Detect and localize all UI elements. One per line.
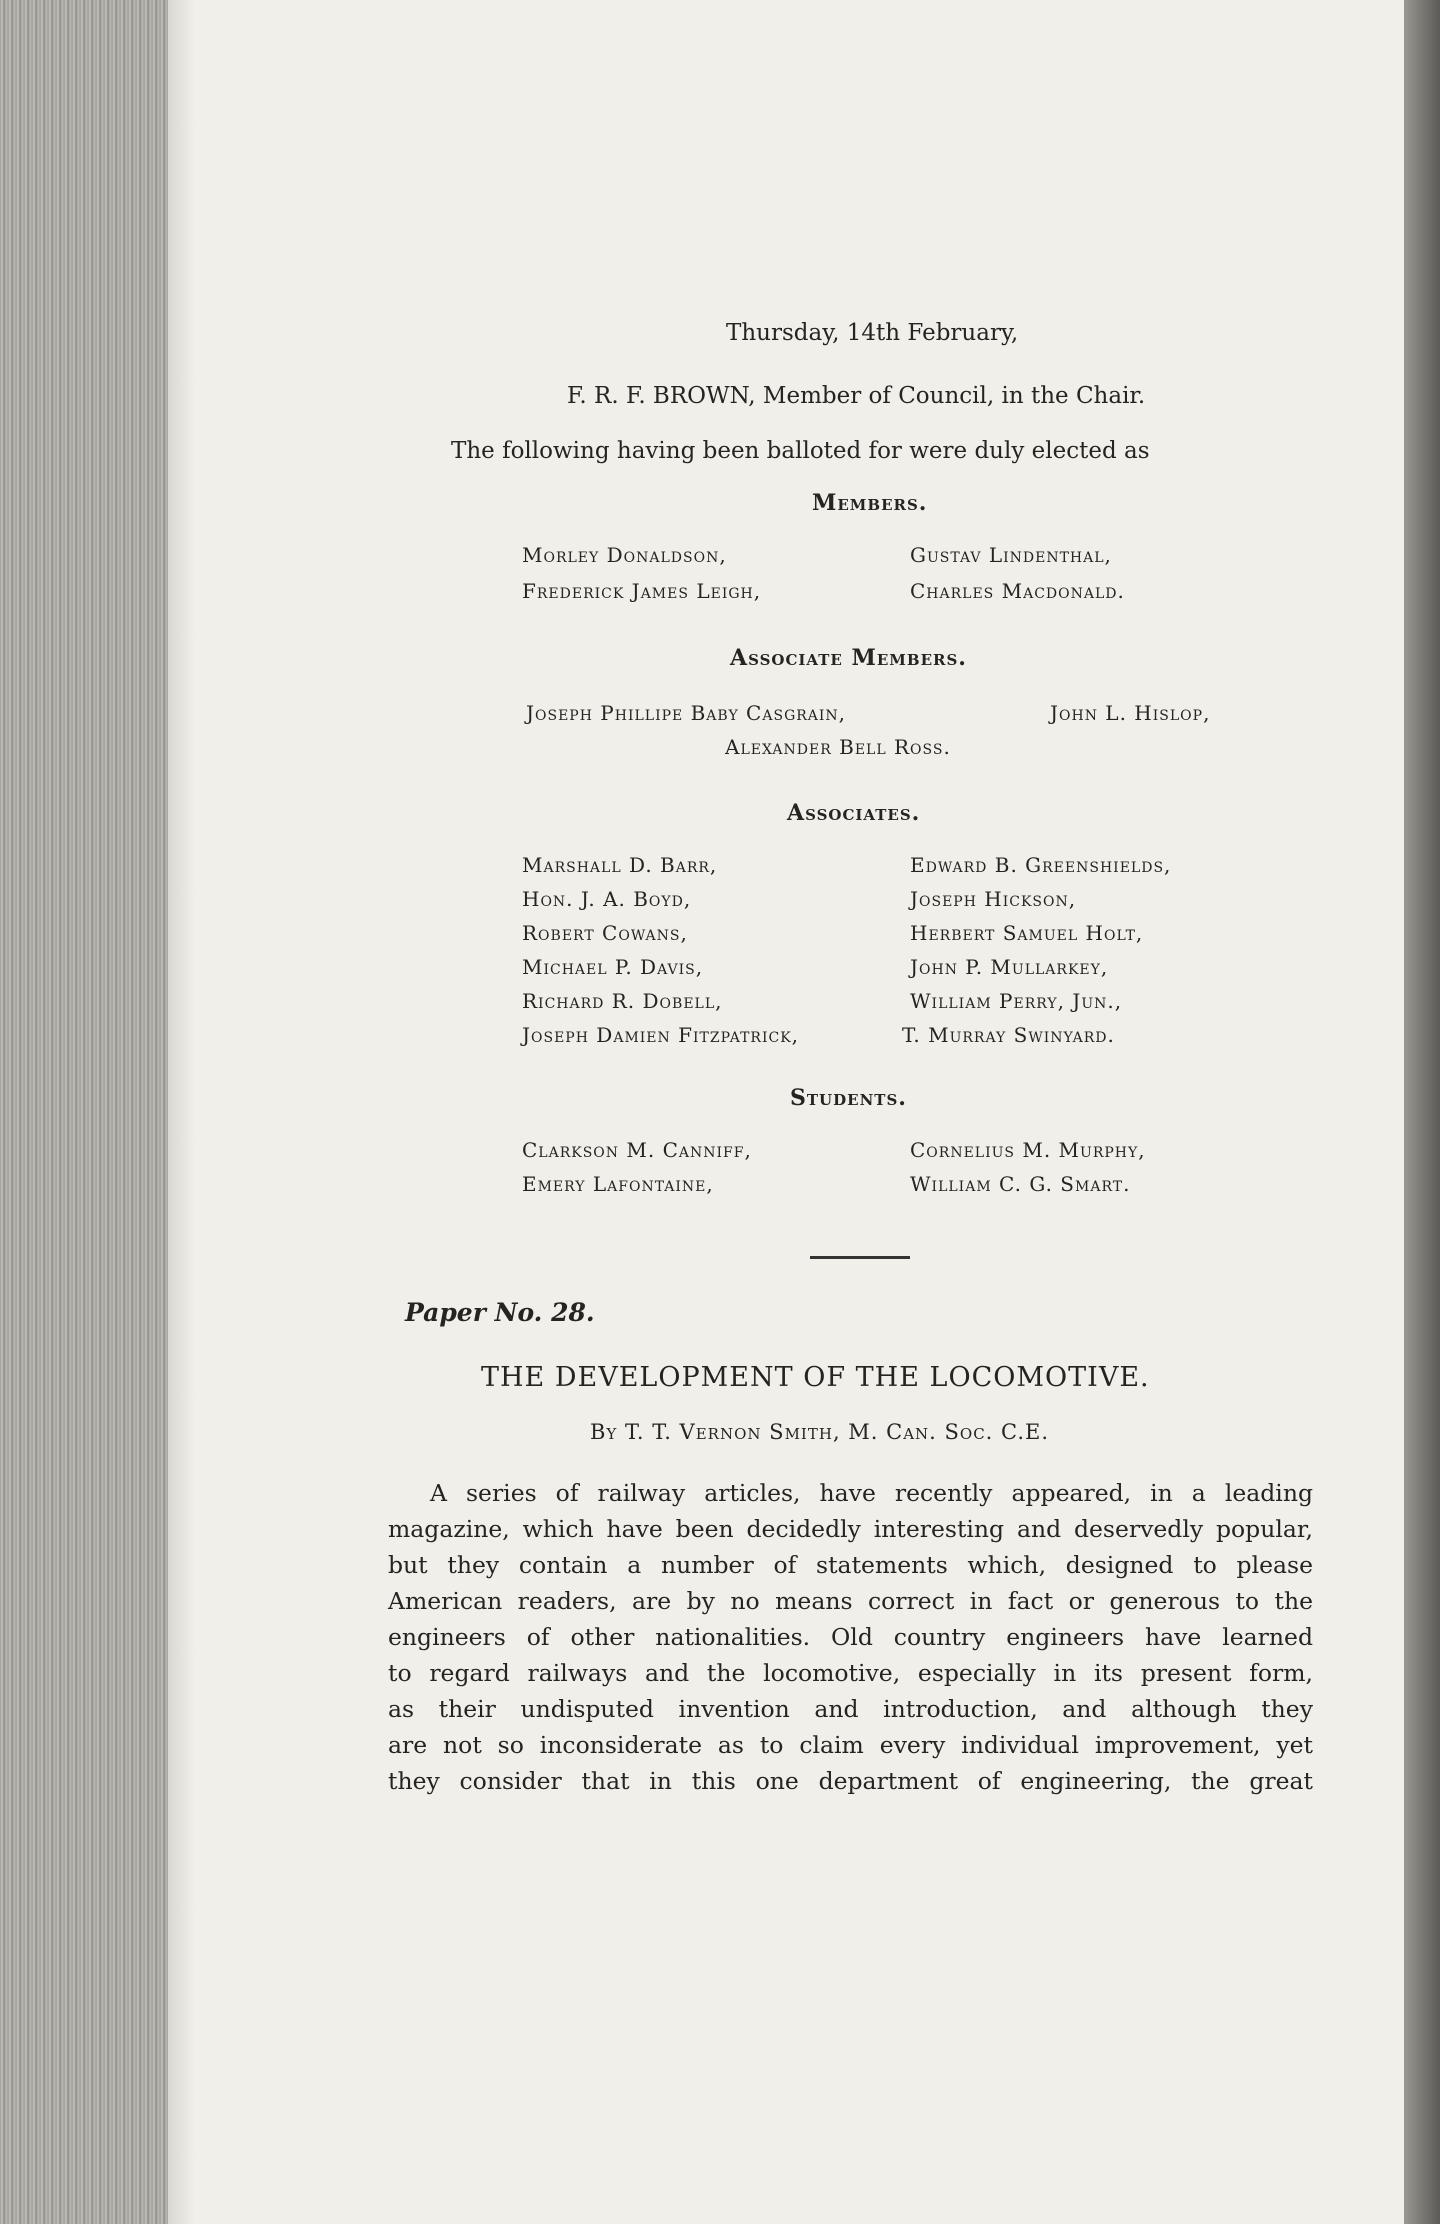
student-name: Clarkson M. Canniff, — [522, 1138, 752, 1162]
associate-name: Marshall D. Barr, — [522, 853, 718, 877]
gutter-shadow — [168, 0, 194, 2224]
body-line: they consider that in this one department of engineering, the great — [388, 1767, 1313, 1795]
body-line: but they contain a number of statements which, designed to please — [388, 1551, 1313, 1579]
associate-name: William Perry, Jun., — [910, 989, 1123, 1013]
student-name: Emery Lafontaine, — [522, 1172, 714, 1196]
associates-heading: Associates. — [787, 800, 921, 826]
ballot-intro: The following having been balloted for were duly elected as — [451, 438, 1150, 464]
scan-border — [1404, 0, 1440, 2224]
student-name: William C. G. Smart. — [910, 1172, 1131, 1196]
associate-name: T. Murray Swinyard. — [902, 1023, 1115, 1047]
students-heading: Students. — [790, 1085, 907, 1111]
body-line: A series of railway articles, have recently appeared, in a leading — [430, 1479, 1313, 1507]
meeting-date: Thursday, 14th February, — [726, 320, 1019, 346]
section-divider — [810, 1256, 910, 1259]
member-name: Frederick James Leigh, — [522, 579, 762, 603]
associate-member-name: John L. Hislop, — [1050, 701, 1211, 725]
paper-body-paragraph — [388, 1475, 1313, 1799]
paper-byline: By T. T. Vernon Smith, M. Can. Soc. C.E. — [590, 1420, 1050, 1444]
associate-name: Edward B. Greenshields, — [910, 853, 1172, 877]
body-line: magazine, which have been decidedly interesting and deservedly popular, — [388, 1515, 1313, 1543]
body-line: are not so inconsiderate as to claim every individual improvement, yet — [388, 1731, 1313, 1759]
associate-name: Robert Cowans, — [522, 921, 688, 945]
member-name: Charles Macdonald. — [910, 579, 1125, 603]
paper-number: Paper No. 28. — [405, 1298, 595, 1327]
body-line: American readers, are by no means correct in fact or generous to the — [388, 1587, 1313, 1615]
associate-name: Richard R. Dobell, — [522, 989, 723, 1013]
member-name: Gustav Lindenthal, — [910, 543, 1112, 567]
associate-name: Joseph Hickson, — [910, 887, 1077, 911]
meeting-chair: F. R. F. BROWN, Member of Council, in the Chair. — [567, 383, 1146, 409]
book-page-edges — [0, 0, 168, 2224]
associate-name: Herbert Samuel Holt, — [910, 921, 1144, 945]
associate-name: Hon. J. A. Boyd, — [522, 887, 692, 911]
student-name: Cornelius M. Murphy, — [910, 1138, 1146, 1162]
associate-name: John P. Mullarkey, — [910, 955, 1109, 979]
associate-member-name: Joseph Phillipe Baby Casgrain, — [526, 701, 847, 725]
body-line: to regard railways and the locomotive, especially in its present form, — [388, 1659, 1313, 1687]
body-line: engineers of other nationalities. Old country engineers have learned — [388, 1623, 1313, 1651]
body-line: as their undisputed invention and introduction, and although they — [388, 1695, 1313, 1723]
associate-member-name: Alexander Bell Ross. — [725, 735, 951, 759]
members-heading: Members. — [812, 490, 928, 516]
associate-members-heading: Associate Members. — [730, 645, 967, 671]
associate-name: Joseph Damien Fitzpatrick, — [522, 1023, 800, 1047]
member-name: Morley Donaldson, — [522, 543, 727, 567]
associate-name: Michael P. Davis, — [522, 955, 704, 979]
paper-title: THE DEVELOPMENT OF THE LOCOMOTIVE. — [481, 1362, 1150, 1393]
